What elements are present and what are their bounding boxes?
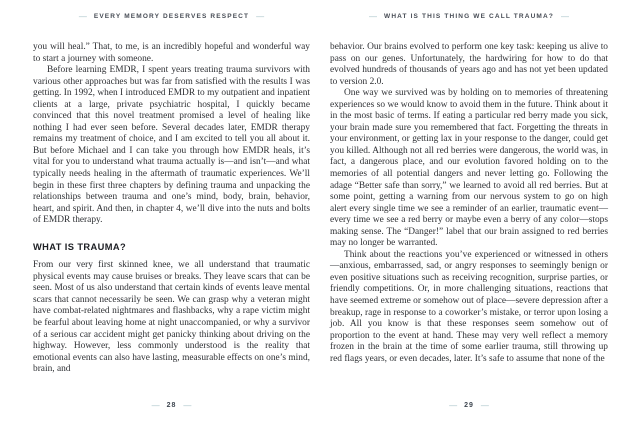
page-number-right: 29 — [464, 402, 474, 409]
header-dash-icon: — — [256, 12, 265, 21]
running-header-right — [330, 12, 608, 21]
page-right-body — [330, 42, 608, 365]
body-paragraph: behavior. Our brains evolved to perform one key task: keeping us alive to pass on our genes. Unfortunately, the hardwiring for how to do that evolved hundreds of thousands of years ago and has not yet been updated to version 2.0. — [330, 42, 608, 87]
footer-dash-icon: — — [183, 401, 192, 410]
footer-dash-icon: — — [151, 401, 160, 410]
footer-dash-icon: — — [449, 401, 458, 410]
page-footer-left — [33, 401, 310, 410]
section-heading: WHAT IS TRAUMA? — [33, 241, 127, 252]
running-header-right-label: WHAT IS THIS THING WE CALL TRAUMA? — [384, 13, 554, 20]
header-dash-icon: — — [78, 12, 87, 21]
body-paragraph: From our very first skinned knee, we all understand that traumatic physical events may cause bruises or breaks. They leave scars that can be seen. Most of us also understand that certain kinds of events leave mental scars that cannot necessarily be seen. We can grasp why a veteran might have combat-related nightmares and flashbacks, why a rape victim might be fearful about leaving home at night unaccompanied, or why a survivor of a serious car accident might get panicky thinking about driving on the highway. However, less commonly understood is the reality that emotional events can also have lasting, measurable effects on one’s mind, brain, and — [33, 260, 310, 375]
page-number-left: 28 — [166, 402, 177, 409]
page-left-body — [33, 42, 310, 376]
page-footer-right — [330, 401, 608, 410]
page-right — [320, 0, 640, 426]
running-header-left — [33, 12, 310, 21]
body-paragraph: Think about the reactions you’ve experienced or witnessed in others—anxious, embarrassed, sad, or angry responses to seemingly benign or even positive situations such as receiving recognition, surprise parties, or friendly competitions. Or, in more challenging situations, reactions that have seemed extreme or somehow out of place—severe depression after a breakup, rage in response to a coworker’s mistake, or terror upon losing a job. All you know is that these responses seem somehow out of proportion to the event at hand. These may very well reflect a memory frozen in the brain at the time of some earlier trauma, still throwing up red flags years, or even decades, later. It’s safe to assume that none of the — [330, 249, 608, 364]
body-paragraph: One way we survived was by holding on to memories of threatening experiences so we would know to avoid them in the future. Think about it in the most basic of terms. If eating a particular red berry made you sick, your brain made sure you remembered that fact. Forgetting the threats in your environment, or getting lax in your response to the danger, could get you killed. Although not all red berries were dangerous, the world was, in fact, a dangerous place, and our evolution favored holding on to the memories of all potential dangers and never letting go. Following the adage “Better safe than sorry,” we learned to avoid all red berries. But at some point, getting a warning from our nervous system to go on high alert every single time we see a reminder of an earlier, traumatic event—every time we see a red berry or maybe even a berry of any color—stops making sense. The “Danger!” label that our brain assigned to red berries may no longer be warranted. — [330, 88, 608, 249]
body-paragraph: Before learning EMDR, I spent years treating trauma survivors with various other approaches but was far from satisfied with the results I was getting. In 1992, when I introduced EMDR to my outpatient and inpatient clients at a large, private psychiatric hospital, I quickly became convinced that this novel treatment promised a level of healing like nothing I had ever seen before. Several decades later, EMDR therapy remains my treatment of choice, and I am excited to tell you all about it. But before Michael and I can take you through how EMDR heals, it’s vital for you to understand what trauma actually is—and isn’t—and what typically needs healing in the aftermath of traumatic experiences. We’ll begin in these first three chapters by defining trauma and unpacking the relationships between trauma and one’s mind, body, brain, behavior, heart, and spirit. And then, in chapter 4, we’ll dive into the nuts and bolts of EMDR therapy. — [33, 65, 310, 226]
header-dash-icon: — — [560, 12, 569, 21]
running-header-left-label: EVERY MEMORY DESERVES RESPECT — [93, 13, 250, 20]
header-dash-icon: — — [369, 12, 378, 21]
footer-dash-icon: — — [480, 401, 489, 410]
body-paragraph: you will heal.” That, to me, is an incredibly hopeful and wonderful way to start a journey with someone. — [33, 42, 310, 64]
